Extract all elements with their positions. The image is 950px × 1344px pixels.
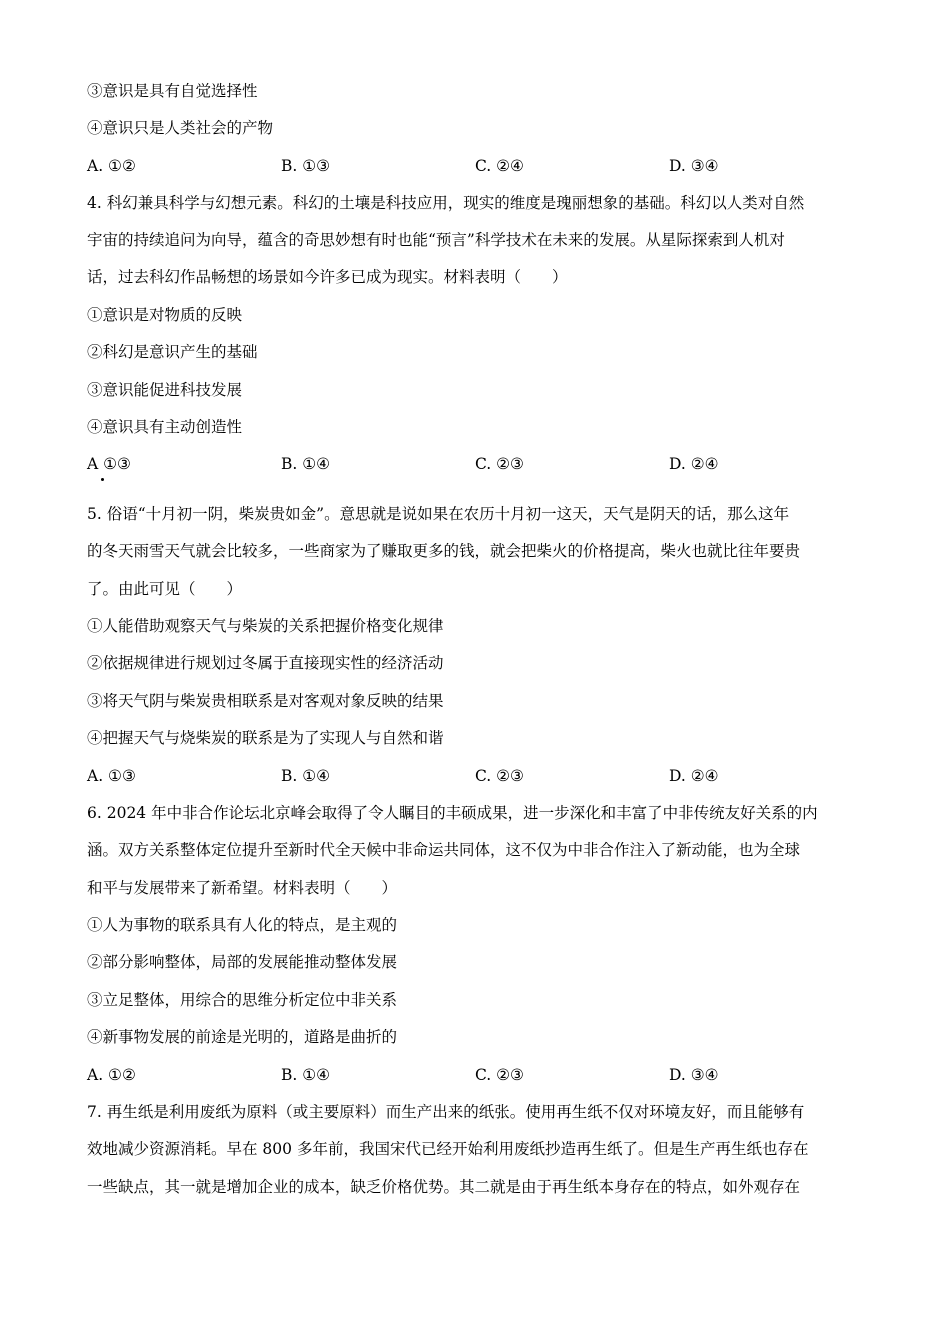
q5-statement-1: ①人能借助观察天气与柴炭的关系把握价格变化规律 [87,617,444,635]
q6-statement-2: ②部分影响整体，局部的发展能推动整体发展 [87,953,398,971]
q3-statement-3: ③意识是具有自觉选择性 [87,82,258,100]
q4-stem-line-3: 话，过去科幻作品畅想的场景如今许多已成为现实。材料表明（ ） [87,268,568,286]
q4-statement-2: ②科幻是意识产生的基础 [87,343,258,361]
q5-stem-line-1: 5. 俗语“十月初一阴，柴炭贵如金”。意思就是说如果在农历十月初一这天，天气是阴天的话，那么这年 [87,505,790,523]
q6-stem-line-1: 6. 2024 年中非合作论坛北京峰会取得了令人瞩目的丰硕成果，进一步深化和丰富了中非传统友好关系的内 [87,804,818,822]
q4-statement-1: ①意识是对物质的反映 [87,306,243,324]
q5-option-b: B. ①④ [281,767,331,785]
q7-stem-line-1: 7. 再生纸是利用废纸为原料（或主要原料）而生产出来的纸张。使用再生纸不仅对环境友好，而且能够有 [87,1103,805,1121]
q6-statement-4: ④新事物发展的前途是光明的，道路是曲折的 [87,1028,398,1046]
q3-option-b: B. ①③ [281,157,331,175]
q7-stem-line-2: 效地减少资源消耗。早在 800 多年前，我国宋代已经开始利用废纸抄造再生纸了。但是生产再生纸也存在 [87,1140,809,1158]
q5-options [87,765,865,787]
q5-statement-4: ④把握天气与烧柴炭的联系是为了实现人与自然和谐 [87,729,444,747]
q3-options [87,155,865,177]
q5-statement-2: ②依据规律进行规划过冬属于直接现实性的经济活动 [87,654,444,672]
q3-option-c: C. ②④ [475,157,524,175]
q4-option-b: B. ①④ [281,455,331,473]
q4-stem-line-2: 宇宙的持续追问为向导，蕴含的奇思妙想有时也能“预言”科学技术在未来的发展。从星际探索到人机对 [87,231,785,249]
q7-stem-line-3: 一些缺点，其一就是增加企业的成本，缺乏价格优势。其二就是由于再生纸本身存在的特点，如外观存在 [87,1178,801,1196]
q6-option-c: C. ②③ [475,1066,524,1084]
q5-option-a: A. ①③ [87,767,136,785]
q4-option-a: A ①③ [87,455,131,473]
q6-options [87,1064,865,1086]
q3-statement-4: ④意识只是人类社会的产物 [87,119,274,137]
q3-option-d: D. ③④ [669,157,719,175]
stray-dot-mark [101,478,104,481]
q6-option-d: D. ③④ [669,1066,719,1084]
q6-stem-line-2: 涵。双方关系整体定位提升至新时代全天候中非命运共同体，这不仅为中非合作注入了新动能，也为全球 [87,841,801,859]
q6-statement-1: ①人为事物的联系具有人化的特点，是主观的 [87,916,398,934]
q5-stem-line-3: 了。由此可见（ ） [87,580,243,598]
q4-statement-3: ③意识能促进科技发展 [87,381,243,399]
q6-stem-line-3: 和平与发展带来了新希望。材料表明（ ） [87,879,398,897]
q6-option-a: A. ①② [87,1066,136,1084]
q4-options [87,453,865,475]
q5-option-c: C. ②③ [475,767,524,785]
q5-stem-line-2: 的冬天雨雪天气就会比较多，一些商家为了赚取更多的钱，就会把柴火的价格提高，柴火也就比往年要贵 [87,542,801,560]
q6-statement-3: ③立足整体，用综合的思维分析定位中非关系 [87,991,398,1009]
q6-option-b: B. ①④ [281,1066,331,1084]
q3-option-a: A. ①② [87,157,136,175]
q4-stem-line-1: 4. 科幻兼具科学与幻想元素。科幻的土壤是科技应用，现实的维度是瑰丽想象的基础。科幻以人类对自然 [87,194,805,212]
q4-option-c: C. ②③ [475,455,524,473]
q5-statement-3: ③将天气阴与柴炭贵相联系是对客观对象反映的结果 [87,692,444,710]
q4-option-d: D. ②④ [669,455,719,473]
q4-statement-4: ④意识具有主动创造性 [87,418,243,436]
q5-option-d: D. ②④ [669,767,719,785]
